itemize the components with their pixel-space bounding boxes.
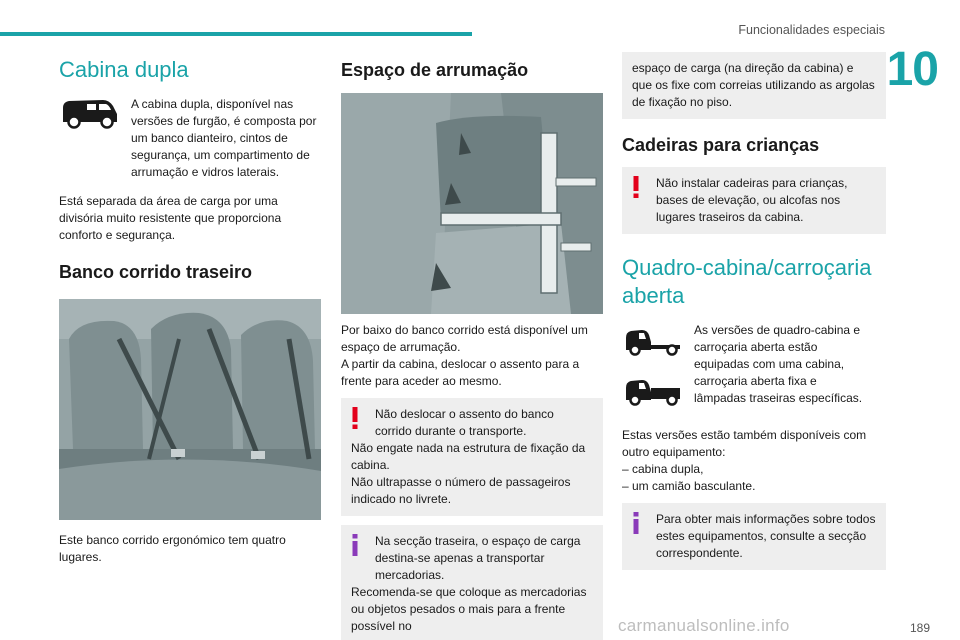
storage-photo [341,93,603,314]
cadeiras-criancas-heading: Cadeiras para crianças [622,135,820,155]
truck-icons [622,322,684,413]
warning-text-2: Não engate nada na estrutura de fixação da cabina. [351,441,586,472]
banco-corrido-caption: Este banco corrido ergonómico tem quatro lugares. [59,533,286,564]
info-box-cargo [341,525,603,640]
quadro-cabina-item-1: – cabina dupla, [622,462,704,476]
warning-icon [632,176,640,203]
quadro-cabina-also-text: Estas versões estão também disponíveis com outro equipamento: [622,428,867,459]
storage-text-2: A partir da cabina, deslocar o assento para a frente para aceder ao mesmo. [341,357,580,388]
info-box-cargo-continued [622,52,886,119]
quadro-cabina-intro [622,322,886,413]
espaco-arrumacao-heading: Espaço de arrumação [341,60,529,80]
info-icon [351,534,359,561]
info-text-1: Na secção traseira, o espaço de carga destina-se apenas a transportar mercadorias. [375,534,581,582]
info-text-2: Recomenda-se que coloque as mercadorias ou objetos pesados o mais para a frente possível no [351,585,587,633]
cabina-dupla-separation-text: Está separada da área de carga por uma divisória muito resistente que proporciona conforto e segurança. [59,194,282,242]
warning-box-child-seats [622,167,886,234]
page-number: 189 [909,621,930,635]
column-2 [341,52,603,640]
cabina-dupla-heading: Cabina dupla [59,57,189,82]
column-1 [59,52,321,566]
info-box-equipment [622,503,886,570]
rear-bench-photo [59,299,321,520]
info-continued-text: espaço de carga (na direção da cabina) e que os fixe com correias utilizando as argolas de fixação no piso. [632,61,875,109]
quadro-cabina-intro-text: As versões de quadro-cabina e carroçaria aberta estão equipadas com uma cabina, carroçaria aberta fixa e lâmpadas traseiras específicas. [694,323,863,405]
cabina-dupla-intro-text: A cabina dupla, disponível nas versões de furgão, é composta por um banco dianteiro, cintos de segurança, um compartimento de arrumação e vidros laterais. [131,97,317,179]
warning-text-3: Não ultrapasse o número de passageiros indicado no livrete. [351,475,571,506]
child-seats-warning-text: Não instalar cadeiras para crianças, bases de elevação, ou alcofas nos lugares traseiros da cabina. [656,176,848,224]
section-header: Funcionalidades especiais [738,23,885,37]
chapter-number: 10 [886,43,938,96]
warning-text-1: Não deslocar o assento do banco corrido durante o transporte. [375,407,554,438]
quadro-cabina-heading: Quadro-cabina/carroçaria aberta [622,255,872,308]
watermark: carmanualsonline.info [618,616,790,635]
van-icon [59,96,121,181]
equipment-info-text: Para obter mais informações sobre todos estes equipamentos, consulte a secção correspondente. [656,512,876,560]
column-3 [622,52,886,570]
quadro-cabina-item-2: – um camião basculante. [622,479,756,493]
header-rule [0,32,472,36]
storage-text-1: Por baixo do banco corrido está disponível um espaço de arrumação. [341,323,588,354]
warning-icon [351,407,359,434]
banco-corrido-heading: Banco corrido traseiro [59,262,253,282]
info-icon [632,512,640,539]
warning-box-transport [341,398,603,516]
cabina-dupla-intro [59,96,321,181]
